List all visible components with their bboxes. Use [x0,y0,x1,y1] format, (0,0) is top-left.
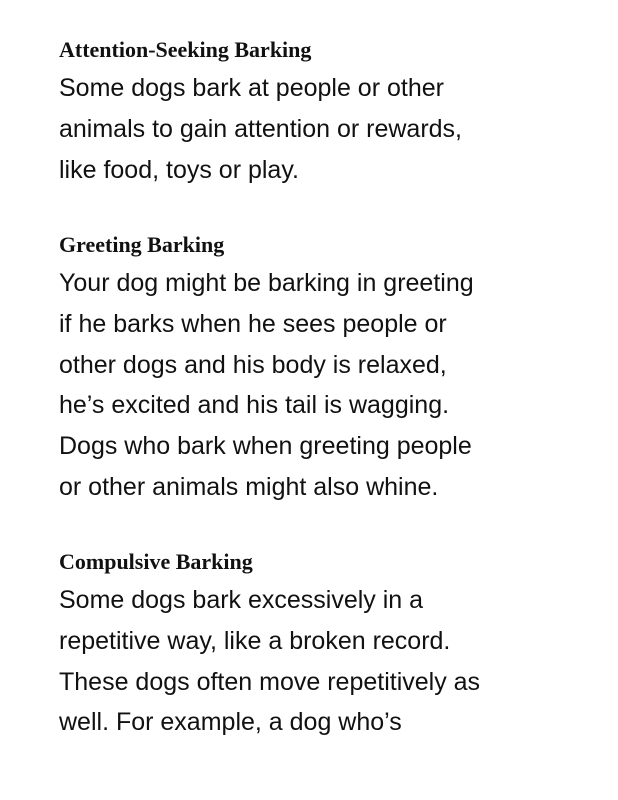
text-line: other dogs and his body is relaxed, [59,350,447,379]
text-line: Some dogs bark at people or other [59,74,444,102]
section-heading: Compulsive Barking [59,549,253,574]
text-line: repetitive way, like a broken record. [59,626,451,655]
section-attention-seeking-barking [59,37,462,190]
text-line: animals to gain attention or rewards, [59,114,462,143]
section-heading: Attention-Seeking Barking [59,37,312,62]
text-line: Your dog might be barking in greeting [59,269,474,297]
section-body [59,68,462,190]
text-line: These dogs often move repetitively as [59,667,481,696]
section-compulsive-barking [59,549,480,743]
section-body [59,263,474,508]
section-greeting-barking [59,232,474,508]
text-line: Dogs who bark when greeting people [59,432,472,461]
text-line: he’s excited and his tail is wagging. [59,391,450,420]
text-line: if he barks when he sees people or [59,309,447,338]
text-line: or other animals might also whine. [59,472,439,501]
section-body [59,580,480,743]
section-heading: Greeting Barking [59,232,225,257]
text-line: Some dogs bark excessively in a [59,586,424,614]
text-line: like food, toys or play. [59,155,299,184]
text-line: well. For example, a dog who’s [59,708,402,737]
